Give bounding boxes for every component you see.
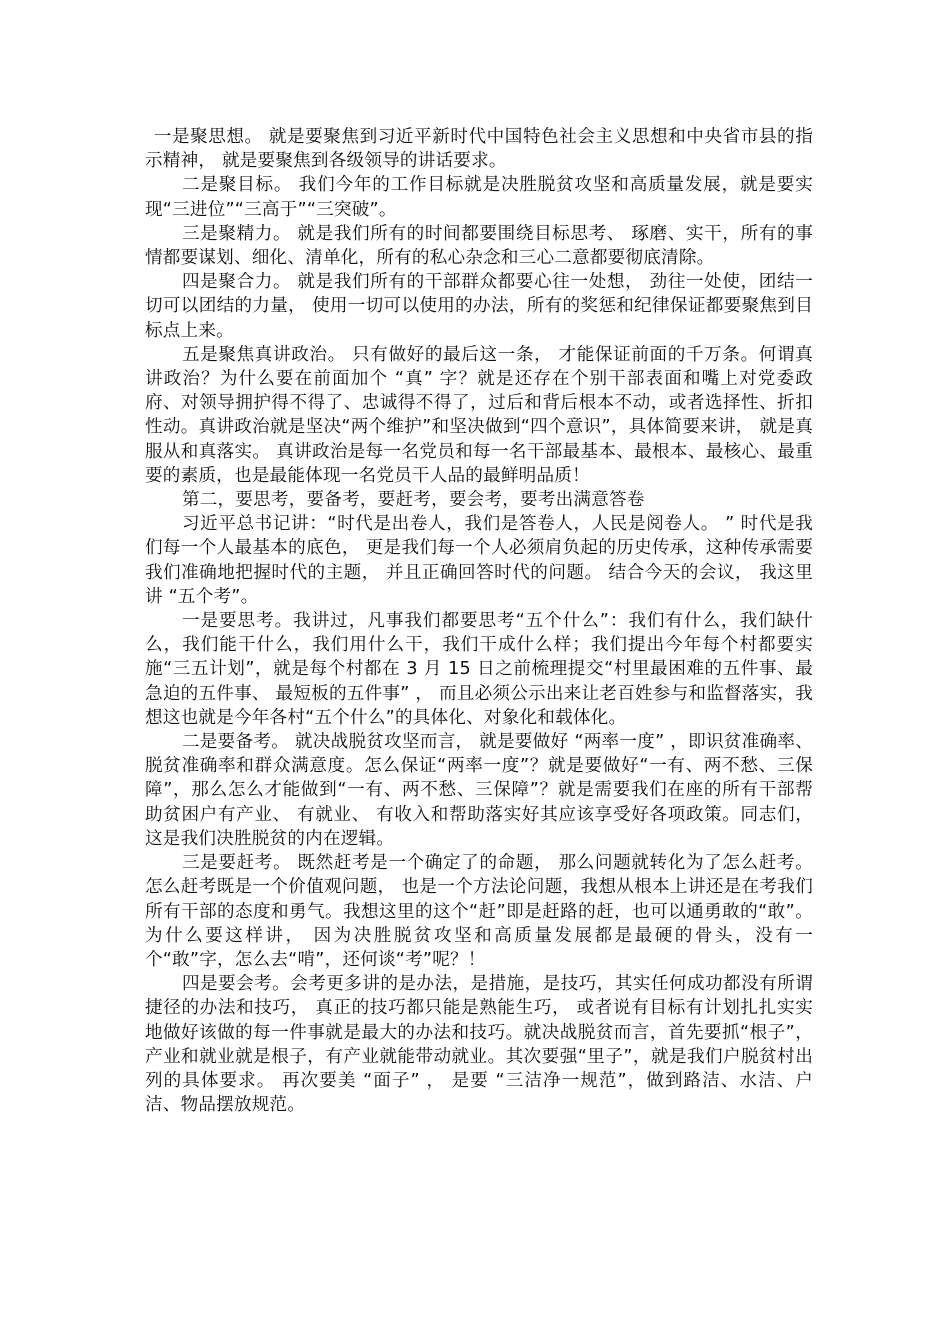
paragraph-skill: 四是要会考。会考更多讲的是办法，是措施，是技巧，其实任何成功都没有所谓捷径的办法和技巧， 真正的技巧都只能是熟能生巧， 或者说有目标有计划扎扎实实地做好该做的每一件事就是最大的办法和技巧。就决战脱贫而言，首先要抓“根子”，产业和就业就是根子，有产业就能带动就业。其次要强“里子”，就是我们户脱贫村出列的具体要求。 再次要美 “面子” ， 是要 “三洁净一规范”，做到路洁、水洁、户洁、物品摆放规范。 [145,974,813,1116]
paragraph-prepare: 二是要备考。 就决战脱贫攻坚而言， 就是要做好 “两率一度” ，即识贫准确率、脱贫准确率和群众满意度。怎么保证“两率一度”？就是要做好“一有、两不愁、三保障”，那么怎么才能做到“一有、两不愁、三保障”？就是需要我们在座的所有干部帮助贫困户有产业、 有就业、 有收入和帮助落实好其应该享受好各项政策。同志们，这是我们决胜脱贫的内在逻辑。 [145,732,813,849]
paragraph-rush: 三是要赶考。 既然赶考是一个确定了的命题， 那么问题就转化为了怎么赶考。 怎么赶考既是一个价值观问题， 也是一个方法论问题，我想从根本上讲还是在考我们所有干部的态度和勇气。我想这里的这个“赶”即是赶路的赶，也可以通勇敢的“敢”。为什么要这样讲， 因为决胜脱贫攻坚和高质量发展都是最硬的骨头，没有一个“敢”字，怎么去“啃”，还何谈“考”呢？！ [145,853,813,970]
section-heading-second: 第二，要思考，要备考，要赶考，要会考，要考出满意答卷 [181,490,645,511]
paragraph-gather-thought: 一是聚思想。 就是要聚焦到习近平新时代中国特色社会主义思想和中央省市县的指示精神， 就是要聚焦到各级领导的讲话要求。 [145,127,813,172]
paragraph-gather-goal: 二是聚目标。 我们今年的工作目标就是决胜脱贫攻坚和高质量发展，就是要实现“三进位”“三高于”“三突破”。 [145,175,813,220]
paragraph-gather-strength: 四是聚合力。 就是我们所有的干部群众都要心往一处想， 劲往一处使，团结一切可以团结的力量， 使用一切可以使用的办法，所有的奖惩和纪律保证都要聚焦到目标点上来。 [145,272,813,341]
paragraph-gather-energy: 三是聚精力。 就是我们所有的时间都要围绕目标思考、 琢磨、实干，所有的事情都要谋划、细化、清单化，所有的私心杂念和三心二意都要彻底清除。 [145,223,813,269]
paragraph-think: 一是要思考。我讲过，凡事我们都要思考“五个什么”：我们有什么，我们缺什么，我们能干什么，我们用什么干，我们干成什么样；我们提出今年每个村都要实施“三五计划”，就是每个村都在 3 月 15 日之前梳理提交“村里最困难的五件事、最急迫的五件事、 最短板的五件事” ， 而且必须公示出来让老百姓参与和监督落实，我想这也就是今年各村“五个什么”的具体化、对象化和载体化。 [145,611,813,728]
paragraph-politics: 五是聚焦真讲政治。 只有做好的最后这一条， 才能保证前面的千万条。何谓真讲政治？为什么要在前面加个 “真” 字？就是还存在个别干部表面和嘴上对党委政府、对领导拥护得不得了、忠诚得不得了，过后和背后根本不动，或者选择性、折扣性动。真讲政治就是坚决“两个维护”和坚决做到“四个意识”，具体简要来讲， 就是真服从和真落实。 真讲政治是每一名党员和每一名干部最基本、最根本、最核心、最重要的素质，也是最能体现一名党员干人品的最鲜明品质！ [145,344,813,486]
paragraph-quote: 习近平总书记讲：“时代是出卷人，我们是答卷人，人民是阅卷人。 ” 时代是我们每一个人最基本的底色， 更是我们每一个人必须肩负起的历史传承，这种传承需要我们准确地把握时代的主题， 并且正确回答时代的问题。 结合今天的会议， 我这里讲 “五个考”。 [145,514,813,607]
document-body [145,125,813,1117]
